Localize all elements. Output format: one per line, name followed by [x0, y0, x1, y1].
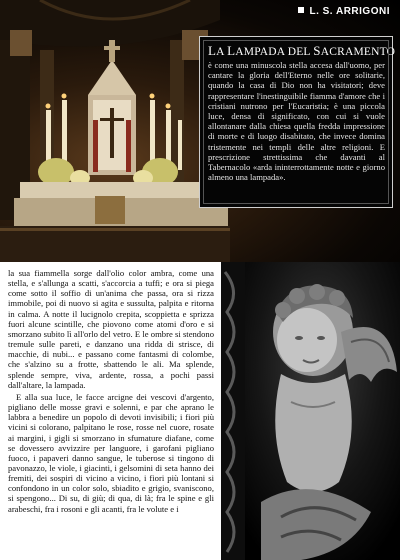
- body-paragraph-2: E alla sua luce, le facce arcigne dei vescovi d'argento, pigliano delle mosse gravi e solenni, e par che aprano le labbra a benedire un popolo di devoti invisibili; i fiori più vicini si colorano, palpitano le rose, rosse nel cuore, rosate ai margini, i gigli si smorzano in sfumature diafane, come se dovessero avvizzire per languore, i garofani pigliano fuoco, i papaveri danno sangue, le tuberose si tingono di pavonazzo, le viole, i giacinti, i gelsomini di seta hanno dei fremiti, dei sospiri di vicino a vicino, i fiori più lontani si confondono in un color solo, sbiadito e grigio, svaniscono, si spengono... Di su, di giù; di qua, di là; fra le spine e gli arabeschi, fra i rosoni e gli acanti, fra le volute e i: [8, 391, 214, 514]
- author-header: [298, 6, 390, 17]
- text-column: [0, 262, 221, 530]
- body-paragraph-1: la sua fiammella sorge dall'olio color ambra, come una stella, e s'allunga a scatti, s'accorcia a tuffi; e ora si piega come sotto il soffio di un'anima che passa, ora si rizza immobile, poi di nuovo si agita e sussulta, palpita e ritorna in calma. A notte il lucignolo crepita, scoppietta e sprizza fuori alcune scintille, che piovono come atomi d'oro e si smorzano subito lì all'orlo del vetro. E le ombre si stendono tremule sulle pareti, e danzano una ridda di strisce, di macchie, di nubi... e passano come fantasmi di colombe, che s'alzino su a frotte, sbattendo le ali. Ma splende, splende sempre, viva, ardente, rossa, a pochi passi dall'altare, la lampada.: [8, 268, 214, 390]
- bottom-section: [0, 262, 400, 560]
- column-footer-space: [0, 530, 221, 560]
- angel-sculpture-photo: [221, 262, 400, 560]
- bullet-square-icon: [298, 7, 304, 13]
- article-intro: è come una minuscola stella accesa dall'uomo, per cantare la gloria dell'Eterno nelle ore solitarie, quando la casa di Dio non ha visitatori; deve rappresentare l'inestinguibile fiamma d'amore che i cristiani nutrono per l'Eucaristia; è una piccola luce, densa di significato, con cui si vuole allontanare dalla chiesa quella fredda impressione di morte e di luogo disabitato, che invece domina tristemente nei templi delle altre religioni. E prescrizione strettissima che davanti al Tabernacolo «arda ininterrottamente notte e giorno almeno una lampada».: [208, 60, 385, 183]
- intro-text-box: [199, 36, 396, 208]
- author-name: L. S. ARRIGONI: [309, 6, 390, 17]
- article-title: LA LAMPADA DEL SACRAMENTO: [208, 43, 396, 58]
- angel-illustration: [221, 262, 400, 560]
- altar-photo: [0, 0, 400, 262]
